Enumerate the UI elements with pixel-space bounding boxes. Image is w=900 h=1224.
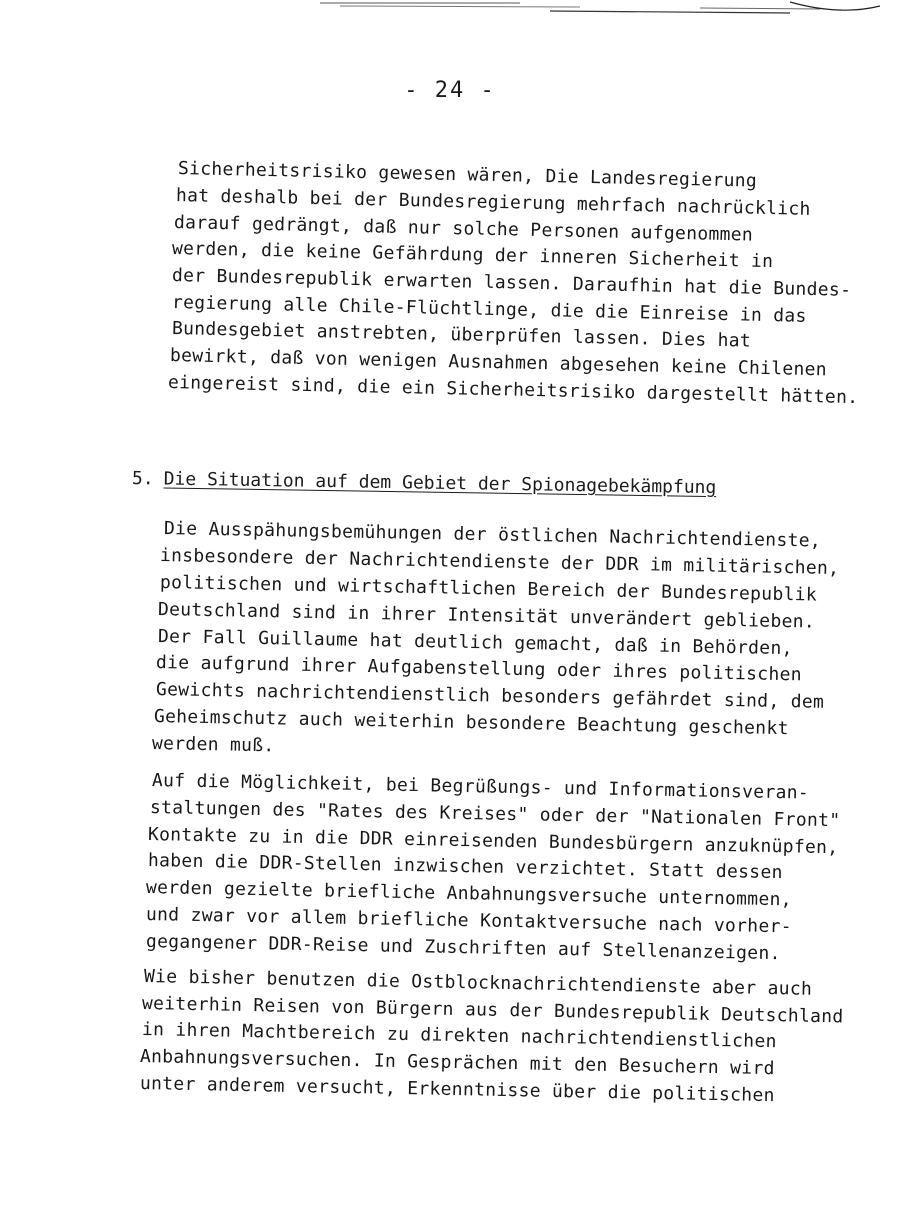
text-line: eingereist sind, die ein Sicherheitsrisiko dargestellt hätten. xyxy=(167,372,859,409)
page-number: - 24 - xyxy=(404,78,496,103)
text-line: gegangener DDR-Reise und Zuschriften auf Stellenanzeigen. xyxy=(145,931,781,965)
text-line: Der Fall Guillaume hat deutlich gemacht, daß in Behörden, xyxy=(157,626,793,660)
text-line: hat deshalb bei der Bundesregierung mehrfach nachrücklich xyxy=(175,185,811,220)
text-line: werden muß. xyxy=(151,733,275,757)
text-line: insbesondere der Nachrichtendienste der DDR im militärischen, xyxy=(159,545,840,580)
text-line: Geheimschutz auch weiterhin besondere Beachtung geschenkt xyxy=(153,706,789,740)
text-line: Wie bisher benutzen die Ostblocknachrichtendienste aber auch xyxy=(143,966,813,1000)
text-line: Sicherheitsrisiko gewesen wären, Die Landesregierung xyxy=(177,158,758,192)
text-line: weiterhin Reisen von Bürgern aus der Bundesrepublik Deutschland xyxy=(141,993,844,1028)
text-line: Bundesgebiet anstrebten, überprüfen lassen. Dies hat xyxy=(171,318,752,352)
text-line: Gewichts nachrichtendienstlich besonders gefährdet sind, dem xyxy=(155,679,825,713)
section-title: Die Situation auf dem Gebiet der Spionagebekämpfung xyxy=(163,468,717,499)
section-heading xyxy=(132,468,717,498)
text-line: der Bundesrepublik erwarten lassen. Daraufhin hat die Bundes- xyxy=(171,265,852,301)
text-line: regierung alle Chile-Flüchtlinge, die die Einreise in das xyxy=(171,292,807,327)
text-line: staltungen des "Rates des Kreises" oder der "Nationalen Front" xyxy=(149,797,841,832)
text-line: und zwar vor allem briefliche Kontaktversuche nach vorher- xyxy=(145,904,793,938)
text-line: Anbahnungsversuchen. In Gesprächen mit den Besuchern wird xyxy=(139,1046,775,1080)
text-line: in ihren Machtbereich zu direkten nachrichtendienstlichen xyxy=(141,1019,777,1053)
text-line: darauf gedrängt, daß nur solche Personen aufgenommen xyxy=(173,212,754,246)
text-line: die aufgrund ihrer Aufgabenstellung oder ihres politischen xyxy=(155,652,803,686)
text-line: Deutschland sind in ihrer Intensität unverändert geblieben. xyxy=(157,599,816,633)
text-line: Kontakte zu in die DDR einreisenden Bundesbürgern anzuknüpfen, xyxy=(147,824,839,859)
text-line: bewirkt, daß von wenigen Ausnahmen abgesehen keine Chilenen xyxy=(169,345,828,381)
section-number: 5. xyxy=(131,468,154,490)
text-line: haben die DDR-Stellen inzwischen verzichtet. Statt dessen xyxy=(147,850,783,884)
text-line: Auf die Möglichkeit, bei Begrüßungs- und Informationsveran- xyxy=(151,770,810,804)
text-line: Die Ausspähungsbemühungen der östlichen Nachrichtendienste, xyxy=(163,518,822,552)
text-line: unter anderem versucht, Erkenntnisse über die politischen xyxy=(139,1073,775,1107)
scan-edge-artifact xyxy=(320,0,890,18)
text-line: politischen und wirtschaftlichen Bereich der Bundesrepublik xyxy=(159,572,818,606)
text-line: werden gezielte briefliche Anbahnungsversuche unternommen, xyxy=(145,877,793,911)
text-line: werden, die keine Gefährdung der inneren Sicherheit in xyxy=(171,238,774,273)
